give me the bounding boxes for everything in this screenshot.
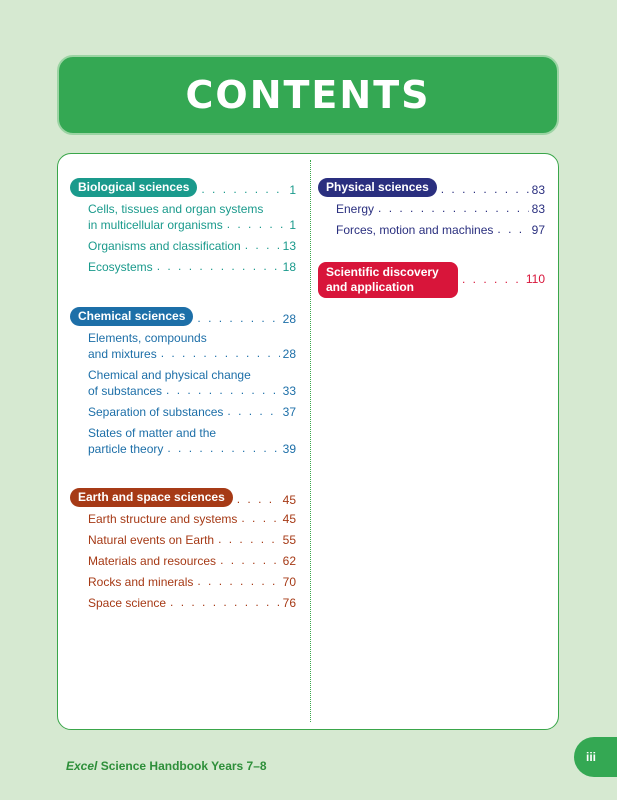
- entry-label-cont: particle theory: [88, 442, 164, 456]
- page-number-badge: [574, 737, 617, 777]
- entry-label: Energy: [336, 202, 375, 216]
- page-ref: 39: [282, 442, 296, 456]
- leader-dots: [237, 492, 280, 506]
- entry-label: Materials and resources: [88, 554, 217, 568]
- page-number: iii: [586, 750, 597, 764]
- leader-dots: [241, 510, 279, 526]
- toc-entry[interactable]: [88, 259, 296, 275]
- toc-entry[interactable]: [88, 330, 296, 362]
- entry-label-cont: of substances: [88, 384, 163, 398]
- page-ref: 13: [282, 239, 296, 253]
- entry-label: Forces, motion and machines: [336, 223, 494, 237]
- section-label: Biological sciences: [70, 178, 197, 197]
- page-ref: 70: [282, 575, 296, 589]
- page-ref: 97: [531, 223, 545, 237]
- section-label: Earth and space sciences: [70, 488, 233, 507]
- toc-entry[interactable]: [88, 367, 296, 399]
- section-label: Chemical sciences: [70, 307, 193, 326]
- page-ref: 55: [282, 533, 296, 547]
- page-title: CONTENTS: [185, 73, 431, 117]
- toc-entry[interactable]: [336, 222, 545, 238]
- entry-label: Organisms and classification: [88, 239, 241, 253]
- entry-label: States of matter and the: [88, 426, 217, 440]
- entry-label: Space science: [88, 596, 167, 610]
- page-ref: 62: [282, 554, 296, 568]
- entry-label: Ecosystems: [88, 260, 153, 274]
- entry-label: Chemical and physical change: [88, 368, 251, 382]
- leader-dots: [197, 311, 279, 325]
- leader-dots: [227, 216, 287, 232]
- page-ref: 110: [525, 272, 545, 286]
- leader-dots: [218, 531, 280, 547]
- leader-dots: [197, 573, 279, 589]
- entry-label: Cells, tissues and organ systems: [88, 202, 264, 216]
- page-ref: 1: [289, 218, 296, 232]
- page-ref: 76: [282, 596, 296, 610]
- toc-entry[interactable]: [88, 595, 296, 611]
- footer-brand: Excel: [66, 759, 98, 773]
- page-ref: 33: [282, 384, 296, 398]
- section-earth-space: [70, 488, 296, 616]
- toc-entry[interactable]: [88, 532, 296, 548]
- entry-label-cont: in multicellular organisms: [88, 218, 223, 232]
- toc-entry[interactable]: [336, 201, 545, 217]
- section-heading[interactable]: [318, 262, 545, 298]
- section-heading[interactable]: [70, 178, 296, 197]
- toc-entry[interactable]: [88, 511, 296, 527]
- section-chemical: [70, 307, 296, 462]
- entry-label: Earth structure and systems: [88, 512, 238, 526]
- section-heading[interactable]: [318, 178, 545, 197]
- section-scientific-discovery: [318, 262, 545, 298]
- section-label-line2: and application: [326, 280, 415, 294]
- toc-entry[interactable]: [88, 201, 296, 233]
- page-ref: 45: [282, 493, 296, 507]
- entry-label: Separation of substances: [88, 405, 224, 419]
- leader-dots: [497, 221, 528, 237]
- section-biological: [70, 178, 296, 280]
- leader-dots: [167, 440, 279, 456]
- page-ref: 28: [282, 312, 296, 326]
- column-divider: [310, 160, 311, 722]
- leader-dots: [441, 182, 529, 196]
- section-label: [318, 262, 458, 298]
- section-physical: [318, 178, 545, 243]
- leader-dots: [166, 382, 280, 398]
- leader-dots: [161, 345, 280, 361]
- page-ref: 83: [531, 202, 545, 216]
- page-ref: 37: [282, 405, 296, 419]
- page-ref: 18: [282, 260, 296, 274]
- page-ref: 28: [282, 347, 296, 361]
- section-heading[interactable]: [70, 488, 296, 507]
- section-label: Physical sciences: [318, 178, 437, 197]
- leader-dots: [220, 552, 280, 568]
- page-ref: 45: [282, 512, 296, 526]
- entry-label: Natural events on Earth: [88, 533, 215, 547]
- leader-dots: [462, 272, 523, 286]
- entry-label: Rocks and minerals: [88, 575, 194, 589]
- leader-dots: [157, 258, 280, 274]
- leader-dots: [378, 200, 529, 216]
- toc-entry[interactable]: [88, 425, 296, 457]
- toc-entry[interactable]: [88, 553, 296, 569]
- entry-label: Elements, compounds: [88, 331, 207, 345]
- toc-entry[interactable]: [88, 404, 296, 420]
- footer-book-title: [66, 759, 267, 773]
- footer-title: Science Handbook Years 7–8: [100, 759, 267, 773]
- title-banner: [57, 55, 559, 135]
- page-ref: 83: [531, 183, 545, 197]
- section-label-line1: Scientific discovery: [326, 265, 439, 279]
- entry-label-cont: and mixtures: [88, 347, 157, 361]
- section-heading[interactable]: [70, 307, 296, 326]
- leader-dots: [245, 237, 280, 253]
- leader-dots: [227, 403, 279, 419]
- leader-dots: [201, 182, 286, 196]
- toc-entry[interactable]: [88, 574, 296, 590]
- page-ref: 1: [289, 183, 296, 197]
- toc-entry[interactable]: [88, 238, 296, 254]
- leader-dots: [170, 594, 280, 610]
